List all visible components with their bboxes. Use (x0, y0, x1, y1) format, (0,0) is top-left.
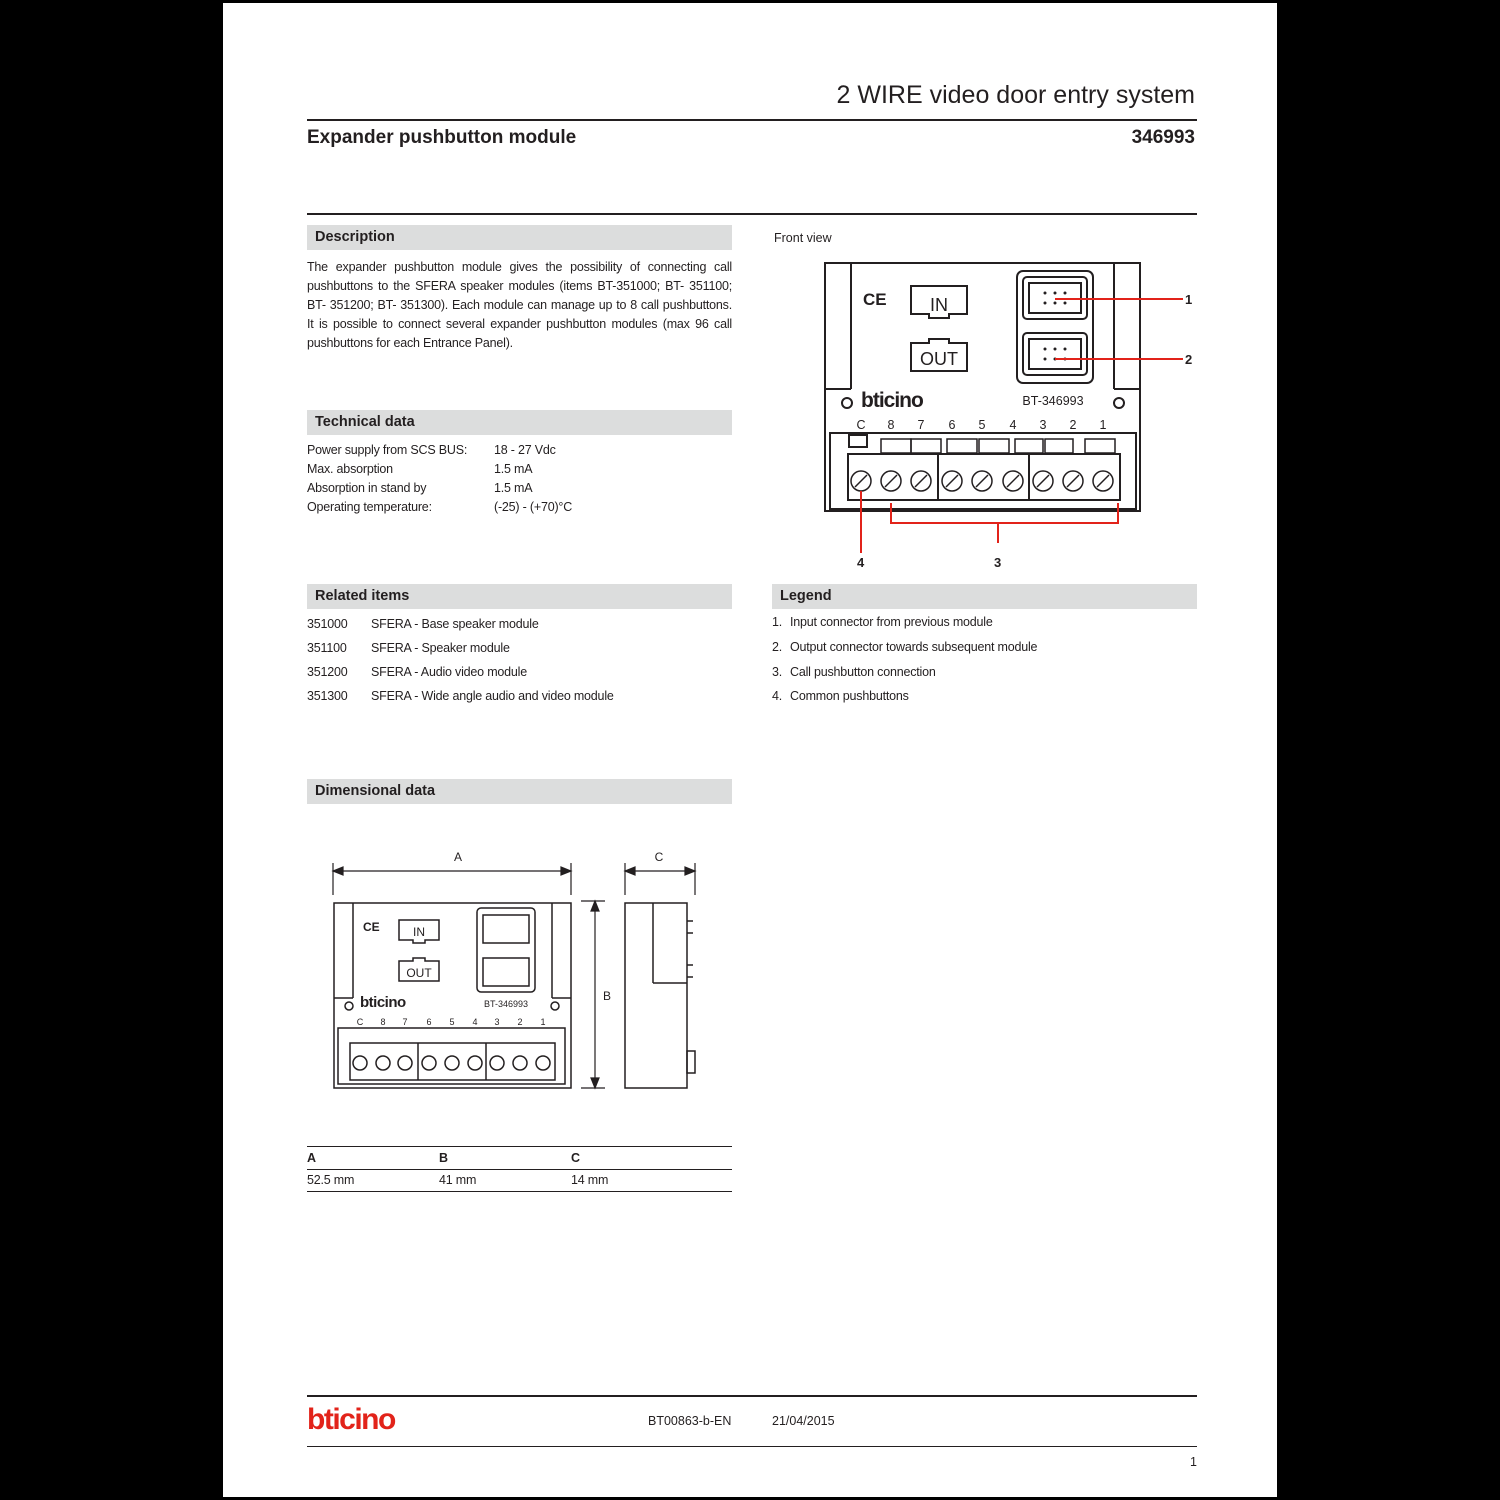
tech-label: Absorption in stand by (307, 481, 427, 495)
description-text: The expander pushbutton module gives the possibility of connecting call pushbuttons to the SFERA speaker modules (items BT-351000; BT- 351100; BT- 351200; BT- 351300). Each module can manage up to 8 call pushbuttons. It is possible to connect several expander pushbutton modules (max 96 call pushbuttons for each Entrance Panel). (307, 260, 732, 350)
dimension-a-label: A (453, 850, 463, 864)
dimension-c-label: C (654, 850, 664, 864)
mini-terminal-label: 1 (540, 1017, 546, 1027)
mini-brand-logo: bticino (360, 994, 406, 1011)
mini-terminal-label: 8 (380, 1017, 386, 1027)
technical-data-heading: Technical data (307, 410, 732, 435)
terminal-label: 7 (917, 418, 925, 432)
tech-value: 1.5 mA (494, 462, 533, 476)
terminal-label: C (856, 418, 866, 432)
product-name: Expander pushbutton module (307, 127, 577, 148)
mini-terminal-label: 6 (426, 1017, 432, 1027)
front-view-caption: Front view (774, 231, 832, 245)
tech-value: 1.5 mA (494, 481, 533, 495)
mini-ce-mark: CE (363, 920, 380, 934)
tech-label: Power supply from SCS BUS: (307, 443, 468, 457)
mini-terminal-label: 3 (494, 1017, 500, 1027)
dimensional-data-heading: Dimensional data (307, 779, 732, 804)
mini-terminal-label: 5 (449, 1017, 455, 1027)
datasheet-page (221, 3, 1279, 1497)
page-number: 1 (1190, 1455, 1197, 1469)
terminal-label: 8 (887, 418, 895, 432)
section-rule (307, 213, 1197, 215)
legend-text: Call pushbutton connection (790, 665, 936, 679)
product-code: 346993 (1131, 127, 1195, 148)
callout-number: 2 (1185, 352, 1193, 367)
related-code: 351200 (307, 665, 348, 679)
model-label: BT-346993 (1022, 394, 1084, 408)
footer-brand-logo: bticino (307, 1403, 395, 1436)
document-code: BT00863-b-EN (648, 1414, 732, 1428)
mini-terminal-label: 2 (517, 1017, 523, 1027)
document-date: 21/04/2015 (772, 1414, 835, 1428)
footer-bottom-rule (307, 1446, 1197, 1447)
dim-header-b: B (439, 1151, 448, 1165)
callout-number: 3 (994, 555, 1002, 570)
related-name: SFERA - Speaker module (371, 641, 510, 655)
legend-number: 1. (772, 615, 783, 629)
out-label: OUT (920, 349, 958, 369)
terminal-label: 1 (1099, 418, 1107, 432)
callout-number: 4 (857, 555, 865, 570)
dimension-b-label: B (603, 989, 612, 1003)
output-connector (1029, 339, 1081, 369)
dim-table-mid-rule (307, 1169, 732, 1170)
related-items-heading: Related items (307, 584, 732, 609)
legend-text: Output connector towards subsequent module (790, 640, 1038, 654)
mini-in-label: IN (413, 925, 425, 939)
front-view-drawing (783, 253, 1203, 583)
legend-number: 2. (772, 640, 783, 654)
document-title: 2 WIRE video door entry system (836, 81, 1195, 109)
legend-text: Common pushbuttons (790, 689, 909, 703)
tech-label: Operating temperature: (307, 500, 432, 514)
related-name: SFERA - Audio video module (371, 665, 528, 679)
terminal-label: 5 (978, 418, 986, 432)
description-heading: Description (307, 225, 732, 250)
tech-label: Max. absorption (307, 462, 393, 476)
legend-text: Input connector from previous module (790, 615, 993, 629)
legend-heading: Legend (772, 584, 1197, 609)
callout-number: 1 (1185, 292, 1193, 307)
dim-value-c: 14 mm (571, 1173, 609, 1187)
in-label: IN (930, 295, 948, 315)
related-code: 351300 (307, 689, 348, 703)
ce-mark: CE (863, 290, 887, 309)
related-code: 351100 (307, 641, 347, 655)
header-rule (307, 119, 1197, 121)
terminal-label: 6 (948, 418, 956, 432)
legend-number: 3. (772, 665, 783, 679)
tech-value: 18 - 27 Vdc (494, 443, 556, 457)
related-name: SFERA - Base speaker module (371, 617, 539, 631)
dim-value-a: 52.5 mm (307, 1173, 355, 1187)
related-code: 351000 (307, 617, 348, 631)
dim-header-c: C (571, 1151, 580, 1165)
terminal-block (848, 454, 1120, 500)
mini-terminal-label: 4 (472, 1017, 478, 1027)
mini-terminal-label: C (356, 1017, 364, 1027)
dimensional-drawing (323, 843, 723, 1103)
mini-model-label: BT-346993 (483, 999, 529, 1009)
legend-number: 4. (772, 689, 783, 703)
tech-value: (-25) - (+70)°C (494, 500, 573, 514)
terminal-label: 2 (1069, 418, 1077, 432)
related-name: SFERA - Wide angle audio and video module (371, 689, 614, 703)
terminal-label: 3 (1039, 418, 1047, 432)
footer-rule (307, 1395, 1197, 1397)
dim-header-a: A (307, 1151, 316, 1165)
brand-logo: bticino (861, 389, 923, 412)
mini-out-label: OUT (406, 966, 432, 980)
dim-value-b: 41 mm (439, 1173, 477, 1187)
dim-table-top-rule (307, 1146, 732, 1147)
dim-table-bottom-rule (307, 1191, 732, 1192)
terminal-label: 4 (1009, 418, 1017, 432)
mini-terminal-label: 7 (402, 1017, 408, 1027)
